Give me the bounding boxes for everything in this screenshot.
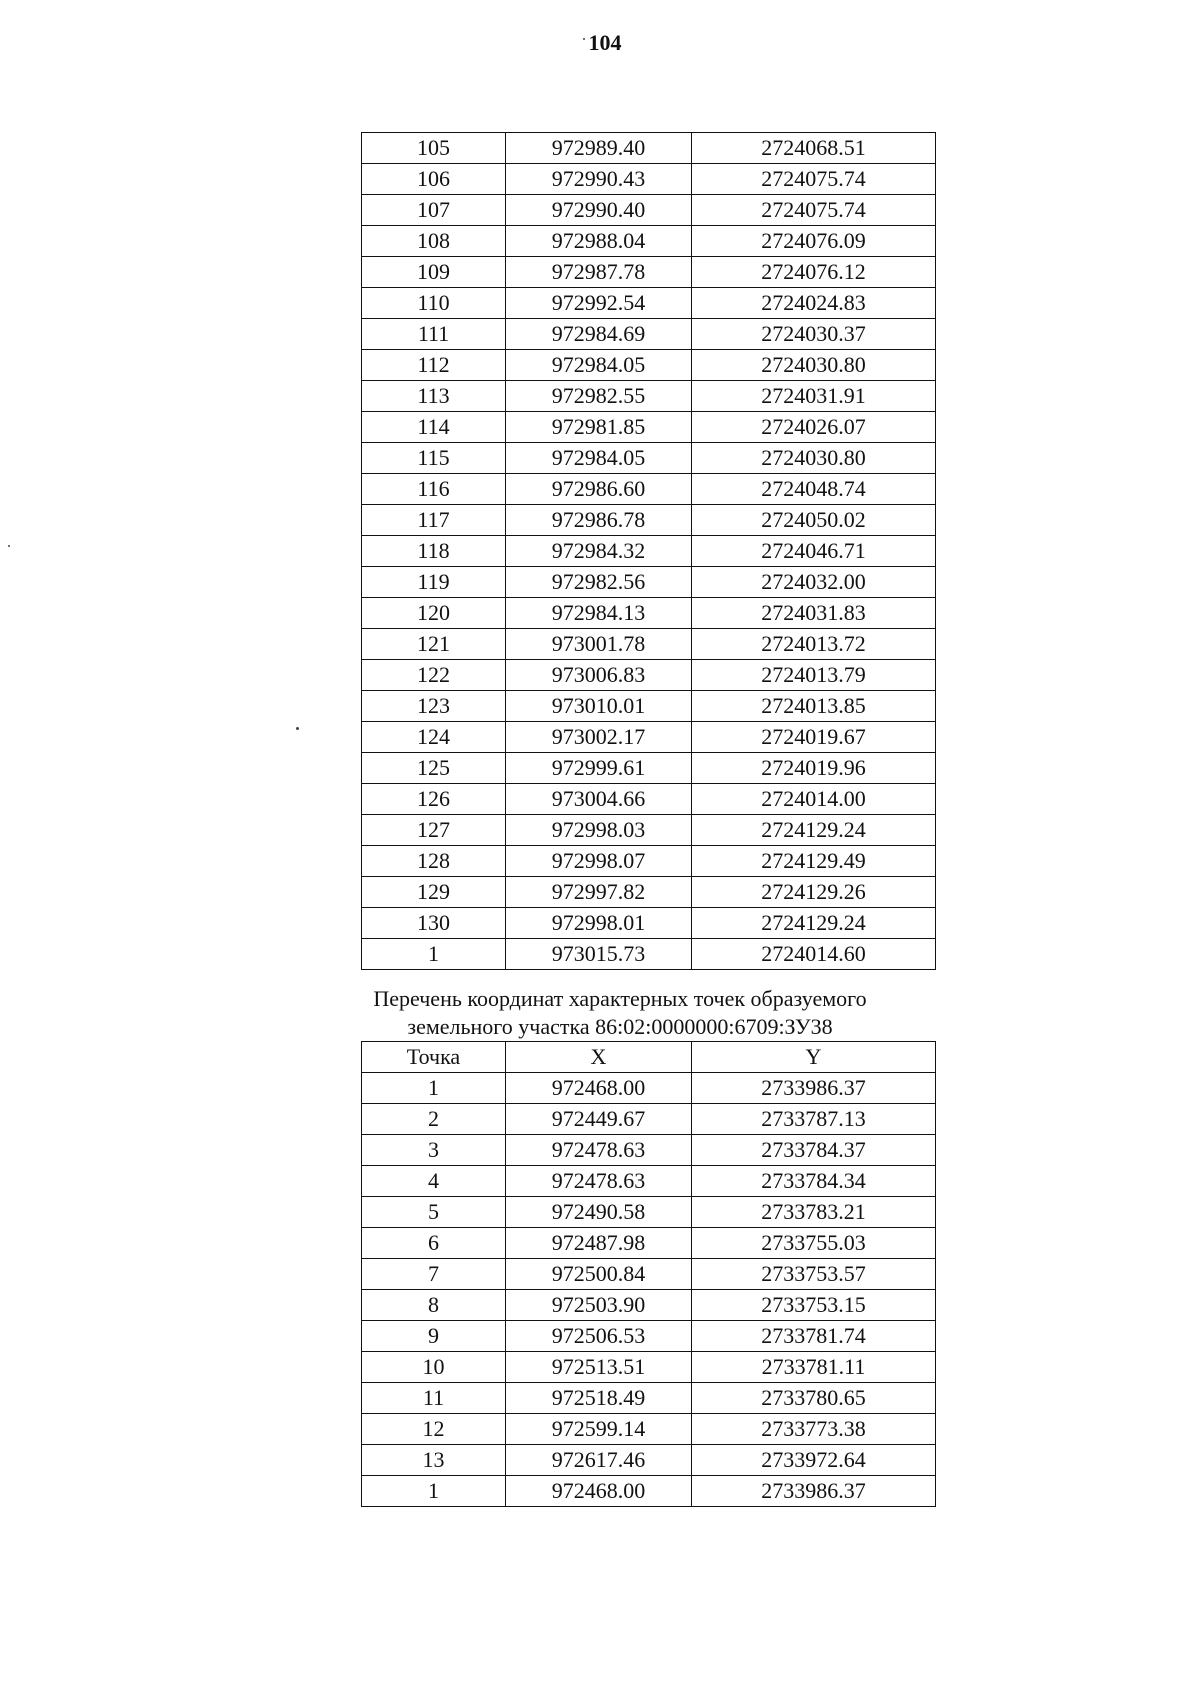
- table-row: [362, 319, 936, 350]
- x-cell: 972506.53: [506, 1321, 692, 1352]
- point-cell: 118: [362, 536, 506, 567]
- x-cell: 972487.98: [506, 1228, 692, 1259]
- table-row: [362, 133, 936, 164]
- y-cell: 2724129.26: [692, 877, 936, 908]
- x-cell: 973004.66: [506, 784, 692, 815]
- page-number: 104: [588, 30, 622, 55]
- x-cell: 972490.58: [506, 1197, 692, 1228]
- y-cell: 2733753.15: [692, 1290, 936, 1321]
- table-row: [362, 443, 936, 474]
- y-cell: 2724030.80: [692, 350, 936, 381]
- x-cell: 972998.01: [506, 908, 692, 939]
- y-cell: 2733781.11: [692, 1352, 936, 1383]
- point-cell: 9: [362, 1321, 506, 1352]
- table-row: [362, 1135, 936, 1166]
- y-cell: 2724019.96: [692, 753, 936, 784]
- table-row: [362, 1383, 936, 1414]
- x-cell: 972478.63: [506, 1166, 692, 1197]
- table-body: [362, 133, 936, 970]
- x-cell: 972617.46: [506, 1445, 692, 1476]
- y-cell: 2733755.03: [692, 1228, 936, 1259]
- y-cell: 2724076.12: [692, 257, 936, 288]
- point-cell: 109: [362, 257, 506, 288]
- y-cell: 2724014.60: [692, 939, 936, 970]
- x-cell: 972986.78: [506, 505, 692, 536]
- table-row: [362, 381, 936, 412]
- point-cell: 3: [362, 1135, 506, 1166]
- x-cell: 972468.00: [506, 1476, 692, 1507]
- x-cell: 972999.61: [506, 753, 692, 784]
- y-cell: 2724046.71: [692, 536, 936, 567]
- y-cell: 2724050.02: [692, 505, 936, 536]
- point-cell: 7: [362, 1259, 506, 1290]
- y-cell: 2724019.67: [692, 722, 936, 753]
- x-cell: 972500.84: [506, 1259, 692, 1290]
- x-cell: 973006.83: [506, 660, 692, 691]
- point-cell: 105: [362, 133, 506, 164]
- table-row: [362, 598, 936, 629]
- y-cell: 2724013.85: [692, 691, 936, 722]
- x-cell: 972449.67: [506, 1104, 692, 1135]
- table-row: [362, 691, 936, 722]
- y-cell: 2724032.00: [692, 567, 936, 598]
- x-cell: 972513.51: [506, 1352, 692, 1383]
- point-cell: 8: [362, 1290, 506, 1321]
- table-row: [362, 1197, 936, 1228]
- point-cell: 1: [362, 1073, 506, 1104]
- x-cell: 972984.05: [506, 443, 692, 474]
- y-cell: 2733986.37: [692, 1073, 936, 1104]
- y-cell: 2724024.83: [692, 288, 936, 319]
- table-row: [362, 288, 936, 319]
- y-cell: 2724075.74: [692, 195, 936, 226]
- y-cell: 2724076.09: [692, 226, 936, 257]
- point-cell: 111: [362, 319, 506, 350]
- y-cell: 2733781.74: [692, 1321, 936, 1352]
- point-cell: 130: [362, 908, 506, 939]
- table-row: [362, 1259, 936, 1290]
- table-row: [362, 505, 936, 536]
- point-cell: 107: [362, 195, 506, 226]
- x-cell: 972988.04: [506, 226, 692, 257]
- x-cell: 972599.14: [506, 1414, 692, 1445]
- y-cell: 2724030.80: [692, 443, 936, 474]
- table-header-row: [362, 1042, 936, 1073]
- x-cell: 972478.63: [506, 1135, 692, 1166]
- point-cell: 110: [362, 288, 506, 319]
- y-cell: 2724068.51: [692, 133, 936, 164]
- x-cell: 972990.43: [506, 164, 692, 195]
- table-row: [362, 877, 936, 908]
- point-cell: 6: [362, 1228, 506, 1259]
- x-cell: 973002.17: [506, 722, 692, 753]
- table-row: [362, 257, 936, 288]
- coordinates-table-continued: [361, 132, 936, 970]
- point-cell: 11: [362, 1383, 506, 1414]
- x-cell: 972982.56: [506, 567, 692, 598]
- y-cell: 2733784.34: [692, 1166, 936, 1197]
- table-row: [362, 350, 936, 381]
- caption-line-1: Перечень координат характерных точек образуемого: [373, 986, 867, 1011]
- y-cell: 2724030.37: [692, 319, 936, 350]
- table-row: [362, 753, 936, 784]
- y-cell: 2733787.13: [692, 1104, 936, 1135]
- point-cell: 129: [362, 877, 506, 908]
- y-cell: 2733972.64: [692, 1445, 936, 1476]
- point-cell: 106: [362, 164, 506, 195]
- table-row: [362, 1228, 936, 1259]
- point-cell: 1: [362, 1476, 506, 1507]
- point-cell: 123: [362, 691, 506, 722]
- table-row: [362, 1352, 936, 1383]
- y-cell: 2733986.37: [692, 1476, 936, 1507]
- table-row: [362, 164, 936, 195]
- point-cell: 4: [362, 1166, 506, 1197]
- table-body: [362, 1073, 936, 1507]
- table-row: [362, 226, 936, 257]
- x-cell: 972990.40: [506, 195, 692, 226]
- point-cell: 122: [362, 660, 506, 691]
- table-row: [362, 195, 936, 226]
- x-cell: 972518.49: [506, 1383, 692, 1414]
- header-y: Y: [692, 1042, 936, 1073]
- y-cell: 2733780.65: [692, 1383, 936, 1414]
- coordinates-table-zu38: [361, 1041, 936, 1507]
- y-cell: 2724013.79: [692, 660, 936, 691]
- point-cell: 10: [362, 1352, 506, 1383]
- point-cell: 115: [362, 443, 506, 474]
- table-row: [362, 536, 936, 567]
- table-row: [362, 722, 936, 753]
- y-cell: 2724075.74: [692, 164, 936, 195]
- point-cell: 5: [362, 1197, 506, 1228]
- y-cell: 2724026.07: [692, 412, 936, 443]
- y-cell: 2733753.57: [692, 1259, 936, 1290]
- point-cell: 12: [362, 1414, 506, 1445]
- y-cell: 2724129.24: [692, 815, 936, 846]
- x-cell: 972503.90: [506, 1290, 692, 1321]
- table-row: [362, 1445, 936, 1476]
- y-cell: 2724031.91: [692, 381, 936, 412]
- point-cell: 120: [362, 598, 506, 629]
- table-row: [362, 1414, 936, 1445]
- table-row: [362, 660, 936, 691]
- caption-line-2: земельного участка 86:02:0000000:6709:ЗУ38: [407, 1014, 833, 1039]
- point-cell: 128: [362, 846, 506, 877]
- y-cell: 2733784.37: [692, 1135, 936, 1166]
- point-cell: 117: [362, 505, 506, 536]
- point-cell: 127: [362, 815, 506, 846]
- scan-speck: [296, 727, 299, 730]
- scan-speck: [8, 545, 10, 547]
- table-row: [362, 412, 936, 443]
- point-cell: 124: [362, 722, 506, 753]
- y-cell: 2724031.83: [692, 598, 936, 629]
- y-cell: 2724129.24: [692, 908, 936, 939]
- point-cell: 2: [362, 1104, 506, 1135]
- y-cell: 2724013.72: [692, 629, 936, 660]
- x-cell: 972998.07: [506, 846, 692, 877]
- point-cell: 108: [362, 226, 506, 257]
- x-cell: 973015.73: [506, 939, 692, 970]
- x-cell: 972998.03: [506, 815, 692, 846]
- table-caption: [300, 985, 940, 1041]
- x-cell: 972997.82: [506, 877, 692, 908]
- y-cell: 2724129.49: [692, 846, 936, 877]
- point-cell: 121: [362, 629, 506, 660]
- x-cell: 972986.60: [506, 474, 692, 505]
- x-cell: 972984.05: [506, 350, 692, 381]
- x-cell: 972468.00: [506, 1073, 692, 1104]
- point-cell: 114: [362, 412, 506, 443]
- point-cell: 13: [362, 1445, 506, 1476]
- x-cell: 973010.01: [506, 691, 692, 722]
- table-row: [362, 1321, 936, 1352]
- x-cell: 972984.13: [506, 598, 692, 629]
- table-row: [362, 939, 936, 970]
- table-row: [362, 567, 936, 598]
- y-cell: 2733783.21: [692, 1197, 936, 1228]
- x-cell: 972989.40: [506, 133, 692, 164]
- x-cell: 972984.69: [506, 319, 692, 350]
- table-row: [362, 1476, 936, 1507]
- table-row: [362, 1290, 936, 1321]
- x-cell: 972987.78: [506, 257, 692, 288]
- table-row: [362, 784, 936, 815]
- table-row: [362, 1104, 936, 1135]
- x-cell: 972984.32: [506, 536, 692, 567]
- table-row: [362, 629, 936, 660]
- point-cell: 126: [362, 784, 506, 815]
- table-row: [362, 474, 936, 505]
- y-cell: 2724048.74: [692, 474, 936, 505]
- table-row: [362, 908, 936, 939]
- table-row: [362, 1166, 936, 1197]
- y-cell: 2733773.38: [692, 1414, 936, 1445]
- x-cell: 972981.85: [506, 412, 692, 443]
- table-row: [362, 846, 936, 877]
- table-row: [362, 1073, 936, 1104]
- point-cell: 113: [362, 381, 506, 412]
- x-cell: 972982.55: [506, 381, 692, 412]
- point-cell: 116: [362, 474, 506, 505]
- header-point: Точка: [362, 1042, 506, 1073]
- y-cell: 2724014.00: [692, 784, 936, 815]
- x-cell: 973001.78: [506, 629, 692, 660]
- header-x: X: [506, 1042, 692, 1073]
- point-cell: 1: [362, 939, 506, 970]
- scan-speck: [583, 38, 585, 40]
- point-cell: 112: [362, 350, 506, 381]
- table-row: [362, 815, 936, 846]
- x-cell: 972992.54: [506, 288, 692, 319]
- point-cell: 125: [362, 753, 506, 784]
- point-cell: 119: [362, 567, 506, 598]
